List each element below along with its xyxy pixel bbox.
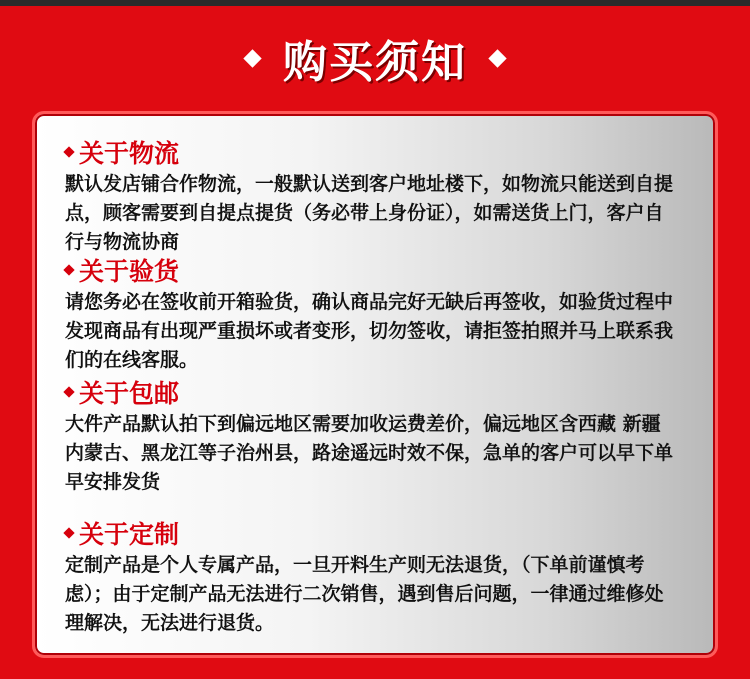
section-body: [65, 551, 705, 638]
section-free-shipping: [65, 374, 705, 497]
section-line: 请您务必在签收前开箱验货，确认商品完好无缺后再签收，如验货过程中: [65, 291, 674, 313]
diamond-left-icon: [243, 49, 261, 67]
section-title: 关于物流: [79, 139, 180, 168]
header: [0, 28, 750, 88]
section-line: 行与物流协商: [65, 231, 180, 253]
section-body: [65, 288, 705, 375]
section-line: 虑）；由于定制产品无法进行二次销售，遇到售后问题，一律通过维修处: [65, 583, 664, 605]
diamond-bullet-icon: [63, 146, 74, 157]
section-line: 理解决，无法进行退货。: [65, 612, 275, 634]
section-line: 早安排发货: [65, 471, 161, 493]
section-body: [65, 170, 705, 257]
section-logistics: [65, 134, 705, 257]
section-line: 点，顾客需要到自提点提货（务必带上身份证），如需送货上门，客户自: [65, 202, 664, 224]
section-line: 大件产品默认拍下到偏远地区需要加收运费差价，偏远地区含西藏 新疆: [65, 413, 661, 435]
section-line: 内蒙古、黑龙江等子治州县，路途遥远时效不保，急单的客户可以早下单: [65, 442, 674, 464]
section-line: 定制产品是个人专属产品，一旦开料生产则无法退货，（下单前谨慎考: [65, 554, 645, 576]
notice-card: [32, 111, 718, 658]
section-title: 关于定制: [79, 520, 180, 549]
section-title: 关于包邮: [79, 379, 180, 408]
diamond-bullet-icon: [63, 527, 74, 538]
diamond-bullet-icon: [63, 386, 74, 397]
section-body: [65, 410, 705, 497]
page-title: 购买须知: [283, 37, 467, 88]
section-customization: [65, 515, 705, 638]
section-inspection: [65, 252, 705, 375]
top-bar: [0, 0, 750, 6]
section-line: 默认发店铺合作物流，一般默认送到客户地址楼下，如物流只能送到自提: [65, 173, 674, 195]
section-title: 关于验货: [79, 257, 180, 286]
section-line: 们的在线客服。: [65, 349, 199, 371]
section-line: 发现商品有出现严重损坏或者变形，切勿签收，请拒签拍照并马上联系我: [65, 320, 674, 342]
diamond-right-icon: [488, 49, 506, 67]
diamond-bullet-icon: [63, 264, 74, 275]
